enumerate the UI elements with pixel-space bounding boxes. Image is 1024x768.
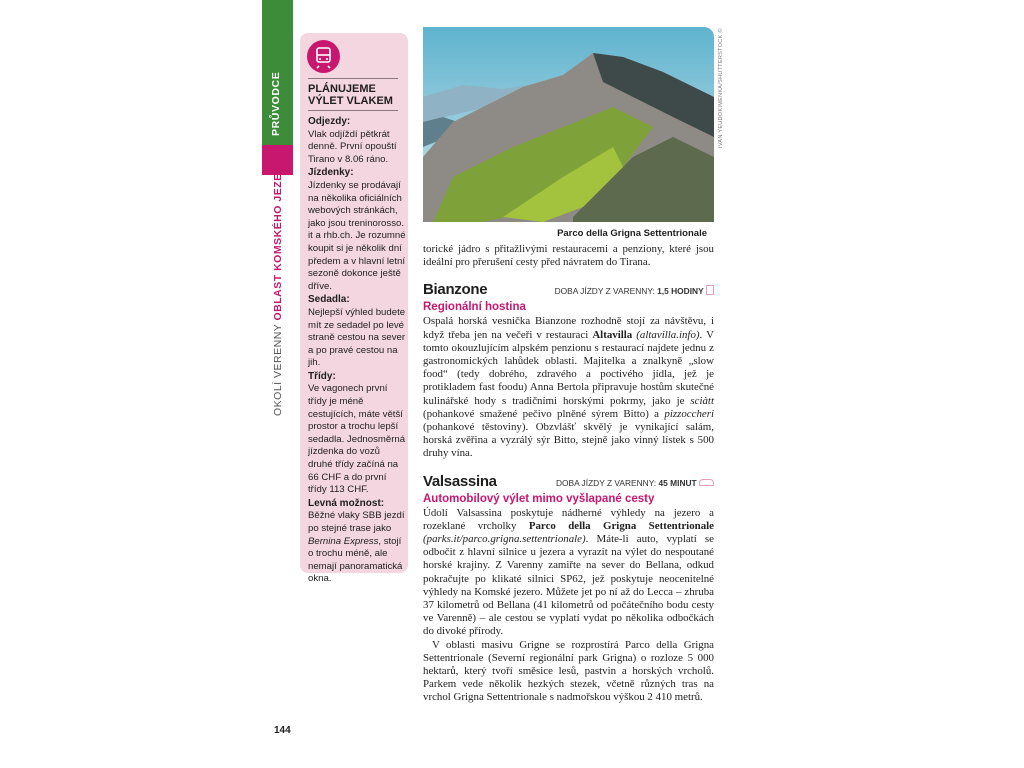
train-icon (307, 40, 340, 73)
intro-paragraph: torické jádro s přitažlivými restauracemi a penziony, které jsou ideální pro přerušení cesty před návratem do Tirana. (423, 243, 714, 269)
car-icon (699, 479, 714, 486)
page-number: 144 (274, 725, 291, 736)
valsassina-text: Údolí Valsassina poskytuje nádherné výhledy na jezero a rozeklané vrcholky Parco della Grigna Settentrionale (parks.it/parco.grigna.settentrionale). Máte-li auto, vyplatí se odbočit z hlavní silnice u jezera a vyrazit na výlet do nespoutané horské krajiny. Z Varenny zamiřte na sever do Bellana, odkud pokračujte po klikaté silnici SP62, jež poskytuje neocenitelné výhledy na Komské jezero. Můžete jet po ní až do Lecca – zhruba 37 kilometrů od Bellana (41 kilometrů od počátečního bodu cesty ve Varenně) – ale cestou se vyplatí vydat po několika odbočkách do divoké přírody. V oblasti masivu Grigne se rozprostírá Parco della Grigna Settentrionale (Severní regionální park Grigna) o rozloze 5 000 hektarů, který tvoří směsice lesů, pastvin a horských vrcholů. Parkem vede několik hezkých stezek, včetně různých tras na vrchol Grigna Settentrionale s nadmořskou výškou 2 410 metrů. (423, 506, 715, 704)
item-heading: Odjezdy: (308, 116, 351, 127)
train-icon (706, 285, 714, 295)
bianzone-text: Ospalá horská vesnička Bianzone rozhodně stojí za návštěvu, i když třeba jen na večeři v restauraci Altavilla (altavilla.info). V tomto okouzlujícím alpském penzionu s restaurací najdete jednu z gastronomických lahůdek oblasti. Majitelka a znalkyně „slow food“ (tedy dobrého, zdravého a poctivého jídla, jež je protikladem fast foodu) Anna Bertola připravuje hostům skutečné kulinářské hody s tradičními horskými pokrmy, jako je sciàtt (pohankové smažené pečivo plněné sýrem Bitto) a pizzoccheri (pohankové těstoviny). Obzvlášť skvělý je vynikající salám, horská zvěřina a vyzrálý sýr Bitto, stejně jako vinný lístek s 500 druhy vína. (423, 315, 714, 460)
photo-credit: IVAN YEUDOKIMENKA/SHUTTERSTOCK © (718, 28, 724, 148)
section-title: Bianzone (423, 281, 488, 299)
travel-time: DOBA JÍZDY Z VARENNY: 45 MINUT (556, 478, 714, 488)
item-heading: Třídy: (308, 370, 336, 382)
item-text: Běžné vlaky SBB jezdí po stejné trase jako Bernina Express, stojí o trochu méně, ale nemají panoramatická okna. (308, 510, 405, 585)
guide-tab-label: PRŮVODCE (270, 71, 282, 136)
section-subtitle: Regionální hostina (423, 301, 526, 314)
mountain-photo (423, 27, 714, 222)
sidebar-box-body (308, 116, 406, 587)
sidebar-box-title: PLÁNUJEME VÝLET VLAKEM (308, 78, 398, 111)
main-text-column (423, 228, 714, 705)
item-heading: Levná možnost: (308, 497, 385, 509)
item-text: Ve vagonech první třídy je méně cestujících, máte větší prostor a trochu lepší sedadla. Jednosměrná jízdenka do vozů druhé třídy začíná na 66 CHF a do první třídy 113 CHF. (308, 383, 406, 496)
travel-time: DOBA JÍZDY Z VARENNY: 1,5 HODINY (555, 285, 714, 296)
item-text: Jízdenky se prodávají na několika oficiálních webových stránkách, jako jsou treninorosso. it a rhb.ch. Je rozumné koupit si je několik dní předem a v hlavní letní sezoně dokonce ještě dříve. (308, 179, 406, 292)
item-text: Nejlepší výhled budete mít ze sedadel po levé straně cestou na sever a po pravé cestou na jih. (308, 306, 406, 369)
photo-caption: Parco della Grigna Settentrionale (557, 228, 707, 239)
valsassina-header (423, 473, 714, 491)
section-subtitle: Automobilový výlet mimo vyšlapané cesty (423, 492, 655, 505)
bianzone-header (423, 281, 714, 299)
item-heading: Sedadla: (308, 294, 350, 306)
section-title: Valsassina (423, 472, 497, 490)
region-running-head: OKOLÍ VERENNY OBLAST KOMSKÉHO JEZERA (272, 157, 284, 416)
item-text: Vlak odjíždí pětkrát denně. První opouští Tirano v 8.06 ráno. (308, 128, 397, 165)
item-heading: Jízdenky: (308, 167, 354, 179)
